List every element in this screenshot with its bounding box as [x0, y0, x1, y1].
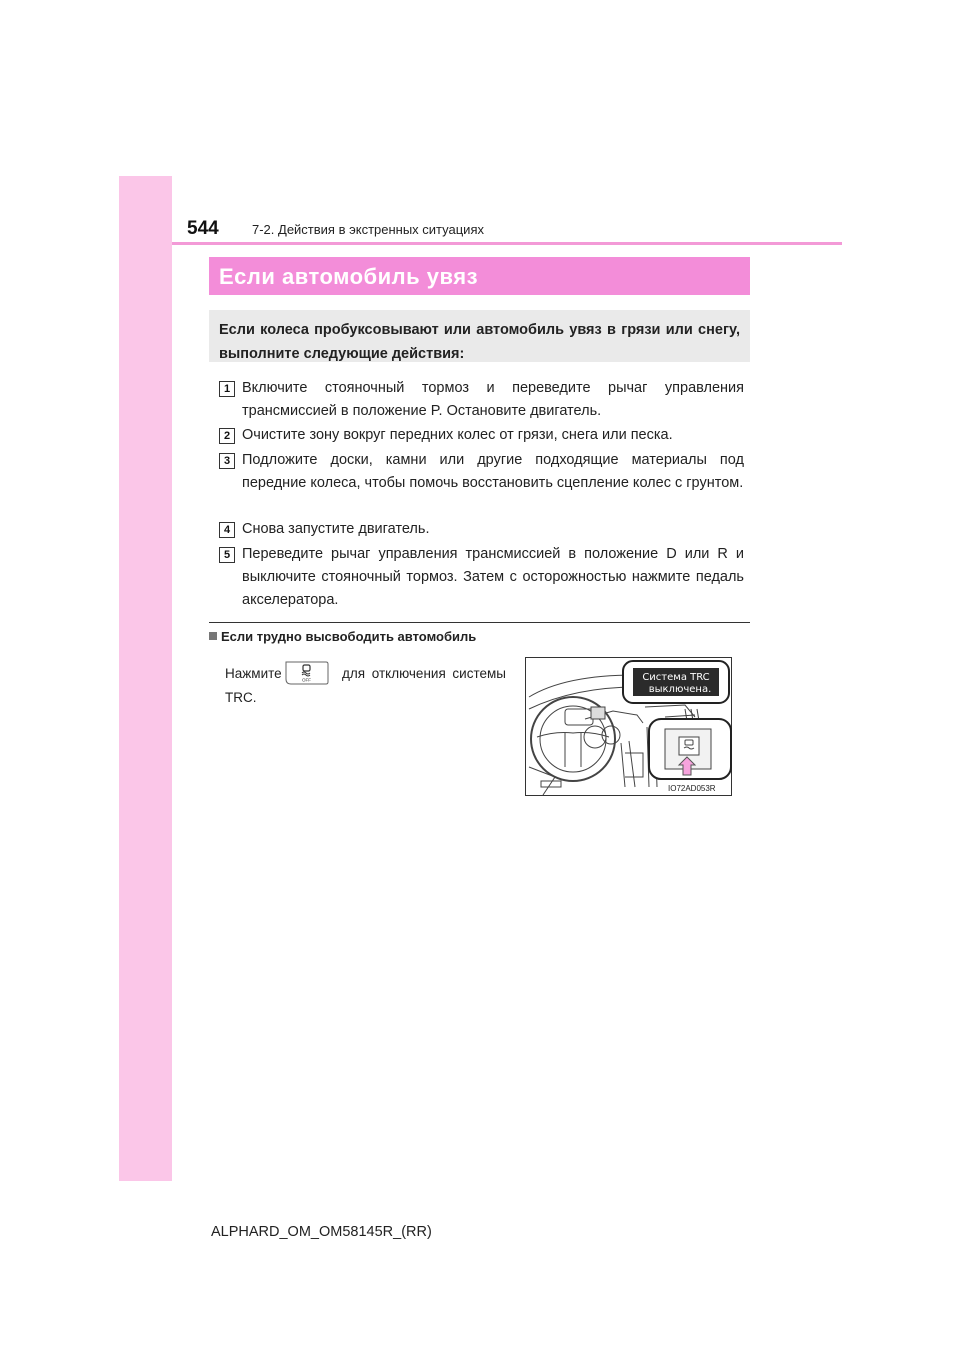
- step-text: Включите стояночный тормоз и переведите рычаг управления трансмиссией в положение P. Остановите двигатель.: [242, 380, 744, 419]
- subsection-heading-text: Если трудно высвободить автомобиль: [221, 629, 477, 644]
- section-title: 7-2. Действия в экстренных ситуациях: [252, 222, 484, 237]
- note-text-before: Нажмите: [225, 666, 282, 681]
- section-divider: [209, 622, 750, 623]
- step-number: 3: [219, 453, 235, 469]
- note-text-after: для отключения системы: [342, 666, 506, 681]
- button-label: OFF: [302, 677, 311, 683]
- step-number: 1: [219, 381, 235, 397]
- subsection-heading: [209, 629, 476, 644]
- illustration-code: IO72AD053R: [668, 784, 716, 793]
- step-number: 5: [219, 547, 235, 563]
- page-title: Если автомобиль увяз: [219, 264, 479, 289]
- step-number: 2: [219, 428, 235, 444]
- step-text: Подложите доски, камни или другие подходящие материалы под передние колеса, чтобы помочь восстановить сцепление колес с грунтом.: [242, 452, 744, 491]
- intro-box: [209, 310, 750, 362]
- trc-off-button-icon: [283, 661, 329, 685]
- callout-line1: Система TRC: [642, 672, 710, 683]
- callout-line2: выключена.: [648, 684, 712, 695]
- sidebar-tab: [119, 176, 172, 1181]
- header-divider: [172, 242, 842, 245]
- step-text: Переведите рычаг управления трансмиссией в положение D или R и выключите стояночный тормоз. Затем с осторожностью нажмите педаль акселератора.: [242, 546, 744, 608]
- intro-text: Если колеса пробуксовывают или автомобиль увяз в грязи или снегу, выполните следующие действия:: [219, 322, 740, 362]
- step-number: 4: [219, 522, 235, 538]
- note-text-end: TRC.: [225, 690, 257, 705]
- step-text: Снова запустите двигатель.: [242, 521, 430, 537]
- square-bullet-icon: [209, 632, 217, 640]
- footer-code: ALPHARD_OM_OM58145R_(RR): [211, 1224, 432, 1240]
- title-banner: [209, 257, 750, 295]
- dashboard-illustration: [525, 657, 732, 796]
- step-text: Очистите зону вокруг передних колес от грязи, снега или песка.: [242, 427, 673, 443]
- page-number: 544: [187, 218, 219, 239]
